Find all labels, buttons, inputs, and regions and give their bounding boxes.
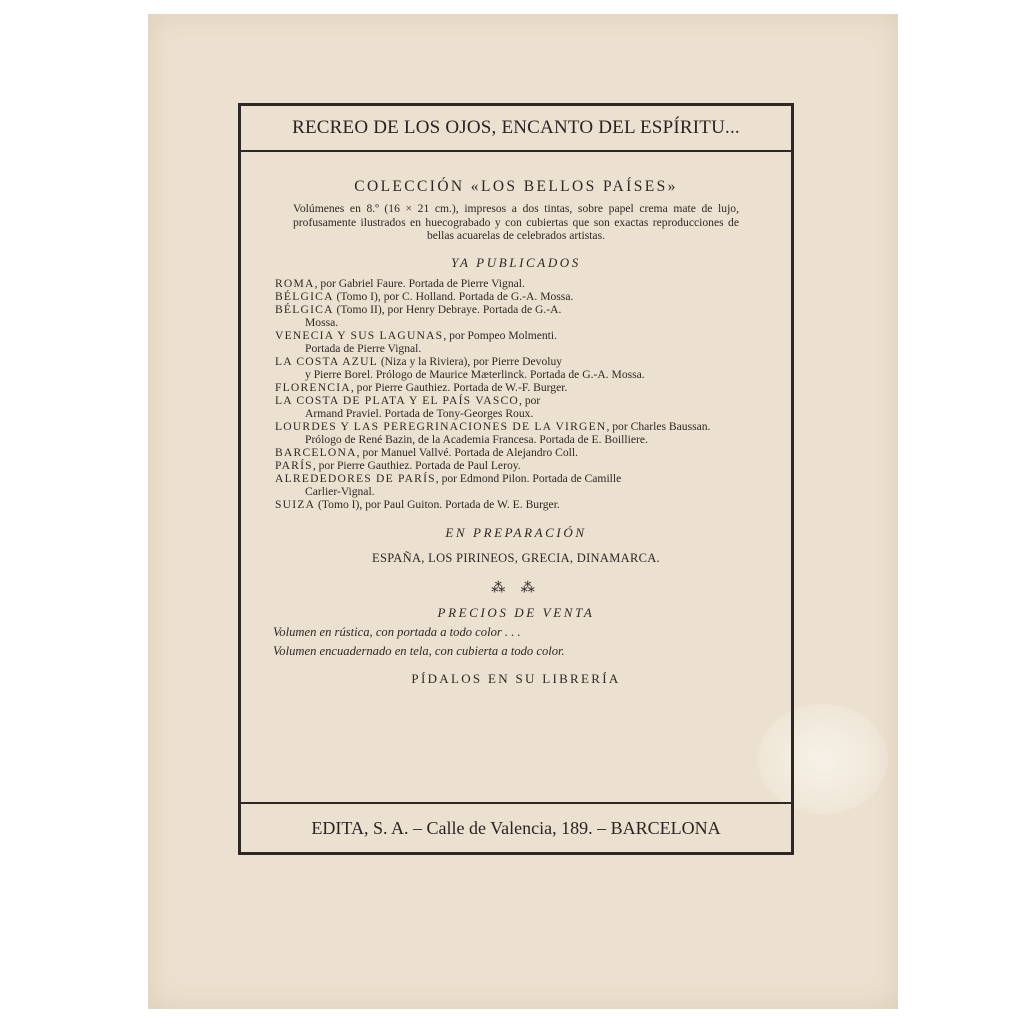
- book-title: PARÍS: [275, 458, 313, 472]
- book-entry: [275, 394, 773, 420]
- prices-title: PRECIOS DE VENTA: [437, 604, 595, 620]
- book-details: , por Pompeo Molmenti.: [443, 328, 557, 342]
- book-details: , por Pierre Gauthiez. Portada de Paul Leroy.: [312, 458, 521, 472]
- book-details-continued: Portada de Pierre Vignal.: [305, 341, 422, 355]
- preparation-list: ESPAÑA, LOS PIRINEOS, GRECIA, DINAMARCA.: [372, 550, 660, 565]
- book-details-continued: Prólogo de René Bazin, de la Academia Francesa. Portada de E. Boilliere.: [305, 432, 648, 446]
- footer-publisher: EDITA, S. A. – Calle de Valencia, 189. – BARCELONA: [241, 802, 791, 852]
- book-title: FLORENCIA: [275, 380, 351, 394]
- book-details-continued: Armand Praviel. Portada de Tony-Georges Roux.: [305, 406, 534, 420]
- book-details-continued: y Pierre Borel. Prólogo de Maurice Mæterlinck. Portada de G.-A. Mossa.: [305, 367, 645, 381]
- book-title: ROMA: [275, 276, 315, 290]
- book-entry: [275, 420, 773, 446]
- ornament-divider: ⁂ ⁂: [491, 580, 541, 596]
- book-entry: [275, 303, 773, 329]
- book-details: , por: [519, 393, 541, 407]
- header-slogan: RECREO DE LOS OJOS, ENCANTO DEL ESPÍRITU...: [241, 106, 791, 152]
- book-entry: [275, 290, 773, 303]
- book-details: , por Manuel Vallvé. Portada de Alejandro Coll.: [356, 445, 578, 459]
- book-details: , por Charles Baussan.: [606, 419, 711, 433]
- book-title: BARCELONA: [275, 445, 357, 459]
- order-notice: PÍDALOS EN SU LIBRERÍA: [411, 670, 621, 686]
- book-entry: [275, 329, 773, 355]
- book-title: LOURDES Y LAS PEREGRINACIONES DE LA VIRGEN: [275, 419, 607, 433]
- book-details: (Tomo I), por Paul Guiton. Portada de W. E. Burger.: [315, 497, 560, 511]
- book-details: , por Pierre Gauthiez. Portada de W.-F. Burger.: [350, 380, 568, 394]
- book-entry: [275, 459, 773, 472]
- price-line-rustica: Volumen en rústica, con portada a todo color . . .: [273, 624, 521, 639]
- book-details: (Tomo II), por Henry Debraye. Portada de G.-A.: [333, 302, 562, 316]
- book-entry: [275, 381, 773, 394]
- frame-body: [241, 152, 791, 804]
- book-title: ALREDEDORES DE PARÍS: [275, 471, 436, 485]
- book-entry: [275, 472, 773, 498]
- book-entry: [275, 446, 773, 459]
- book-details: , por Edmond Pilon. Portada de Camille: [435, 471, 622, 485]
- content-frame: [238, 103, 794, 855]
- book-details-continued: Mossa.: [305, 315, 339, 329]
- collection-description: Volúmenes en 8.º (16 × 21 cm.), impresos a dos tintas, sobre papel crema mate de lujo, profusamente ilustrados en huecograbado y con cubiertas que son exactas reproducciones de bellas acuarelas de celebrados artistas.: [293, 202, 739, 243]
- book-title: BÉLGICA: [275, 302, 334, 316]
- published-title: YA PUBLICADOS: [451, 254, 581, 270]
- preparation-title: EN PREPARACIÓN: [445, 524, 587, 540]
- book-details: (Tomo I), por C. Holland. Portada de G.-A. Mossa.: [333, 289, 574, 303]
- book-title: LA COSTA AZUL: [275, 354, 378, 368]
- book-details-continued: Carlier-Vignal.: [305, 484, 375, 498]
- book-entry: [275, 277, 773, 290]
- book-title: SUIZA: [275, 497, 316, 511]
- book-title: VENECIA Y SUS LAGUNAS: [275, 328, 444, 342]
- book-details: , por Gabriel Faure. Portada de Pierre Vignal.: [314, 276, 525, 290]
- book-entry: [275, 498, 773, 511]
- book-title: BÉLGICA: [275, 289, 334, 303]
- collection-title: COLECCIÓN «LOS BELLOS PAÍSES»: [354, 178, 678, 195]
- book-details: (Niza y la Riviera), por Pierre Devoluy: [377, 354, 563, 368]
- book-title: LA COSTA DE PLATA Y EL PAÍS VASCO: [275, 393, 520, 407]
- book-entry: [275, 355, 773, 381]
- published-books-list: [275, 277, 773, 511]
- price-line-tela: Volumen encuadernado en tela, con cubierta a todo color.: [273, 643, 565, 658]
